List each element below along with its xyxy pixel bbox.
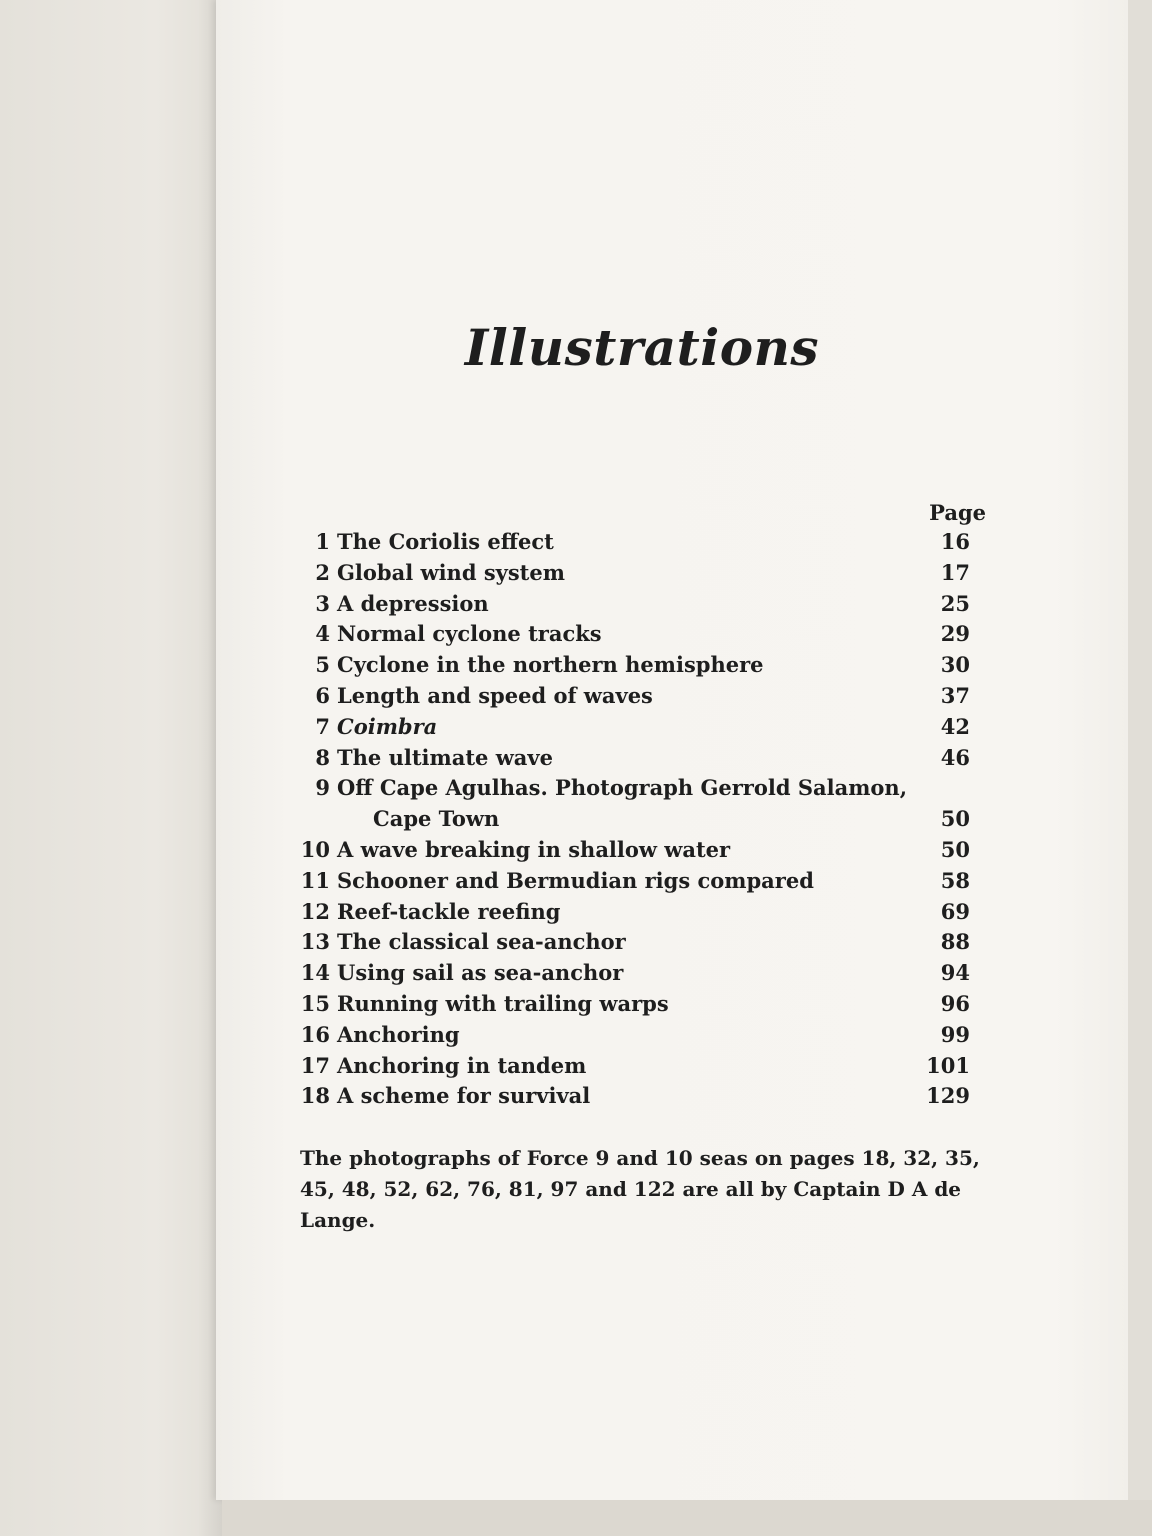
- item-title: The Coriolis effect: [337, 529, 554, 554]
- item-number: 17: [300, 1052, 330, 1078]
- item-number: 18: [300, 1083, 330, 1109]
- item-title: Reef-tackle reefing: [337, 898, 561, 924]
- list-item: [294, 835, 984, 866]
- item-page: 29: [940, 621, 970, 647]
- item-page: 99: [940, 1021, 970, 1047]
- list-item: [294, 619, 984, 650]
- item-title: The ultimate wave: [337, 744, 553, 770]
- item-page: 37: [940, 682, 970, 708]
- item-number: 1: [315, 529, 330, 554]
- item-number: 14: [300, 960, 330, 986]
- item-number: 8: [315, 744, 330, 770]
- list-item: [294, 927, 984, 958]
- item-title: Off Cape Agulhas. Photograph Gerrold Salamon,: [337, 775, 908, 801]
- item-title: Length and speed of waves: [337, 682, 653, 708]
- list-item: [294, 1081, 984, 1112]
- list-item: [294, 773, 984, 835]
- illustrations-list: [294, 527, 984, 1112]
- item-title: Coimbra: [337, 713, 438, 739]
- list-item: [294, 743, 984, 774]
- item-page: 88: [940, 929, 970, 955]
- item-number: 13: [300, 929, 330, 955]
- item-number: 12: [300, 898, 330, 924]
- item-title: Global wind system: [337, 559, 565, 585]
- item-page: 17: [940, 559, 970, 585]
- item-page: 50: [940, 806, 970, 832]
- item-number: 6: [315, 682, 330, 708]
- page-title: Illustrations: [464, 318, 820, 377]
- item-page: 16: [940, 529, 970, 554]
- list-item: [294, 1020, 984, 1051]
- page-edge: [1128, 0, 1152, 1536]
- item-page: 46: [940, 744, 970, 770]
- item-title: A depression: [337, 590, 489, 616]
- list-item: [294, 897, 984, 928]
- item-page: 69: [940, 898, 970, 924]
- list-item: [294, 558, 984, 589]
- list-item: [294, 958, 984, 989]
- item-number: 2: [315, 559, 330, 585]
- list-item: [294, 650, 984, 681]
- item-number: 3: [315, 590, 330, 616]
- page-bottom-edge: [222, 1500, 1152, 1536]
- item-title: Running with trailing warps: [337, 990, 669, 1016]
- photo-credit-note: The photographs of Force 9 and 10 seas on pages 18, 32, 35, 45, 48, 52, 62, 76, 81, 97 and 122 are all by Captain D A de Lange.: [300, 1146, 980, 1232]
- item-title: A wave breaking in shallow water: [337, 836, 731, 862]
- item-title-continuation: Cape Town: [373, 806, 500, 832]
- list-item: [294, 1051, 984, 1082]
- item-title-block: [337, 773, 910, 835]
- list-item: [294, 989, 984, 1020]
- item-number: 9: [315, 775, 330, 801]
- item-page: 94: [940, 960, 970, 986]
- item-title: Schooner and Bermudian rigs compared: [337, 867, 814, 893]
- item-page: 101: [926, 1052, 970, 1078]
- item-number: 7: [315, 713, 330, 739]
- item-number: 16: [300, 1021, 330, 1047]
- item-title: Anchoring in tandem: [337, 1052, 587, 1078]
- item-number: 15: [300, 990, 330, 1016]
- item-page: 50: [940, 836, 970, 862]
- item-title: Using sail as sea-anchor: [337, 960, 624, 986]
- item-number: 11: [300, 867, 330, 893]
- list-item: [294, 681, 984, 712]
- item-page: 129: [926, 1083, 970, 1109]
- item-title: A scheme for survival: [337, 1083, 591, 1109]
- previous-page: [0, 0, 222, 1536]
- item-title: Normal cyclone tracks: [337, 621, 602, 647]
- item-number: 4: [315, 621, 330, 647]
- item-page: 30: [940, 652, 970, 678]
- list-item: [294, 527, 984, 558]
- item-number: 10: [300, 836, 330, 862]
- item-title: The classical sea-anchor: [337, 929, 626, 955]
- item-page: 25: [940, 590, 970, 616]
- item-number: 5: [315, 652, 330, 678]
- list-item: [294, 589, 984, 620]
- item-title: Anchoring: [337, 1021, 460, 1047]
- item-page: 42: [940, 713, 970, 739]
- list-item: [294, 712, 984, 743]
- item-page: 96: [940, 990, 970, 1016]
- item-title: Cyclone in the northern hemisphere: [337, 652, 764, 678]
- item-page: 58: [940, 867, 970, 893]
- list-item: [294, 866, 984, 897]
- page-column-header: Page: [929, 500, 986, 525]
